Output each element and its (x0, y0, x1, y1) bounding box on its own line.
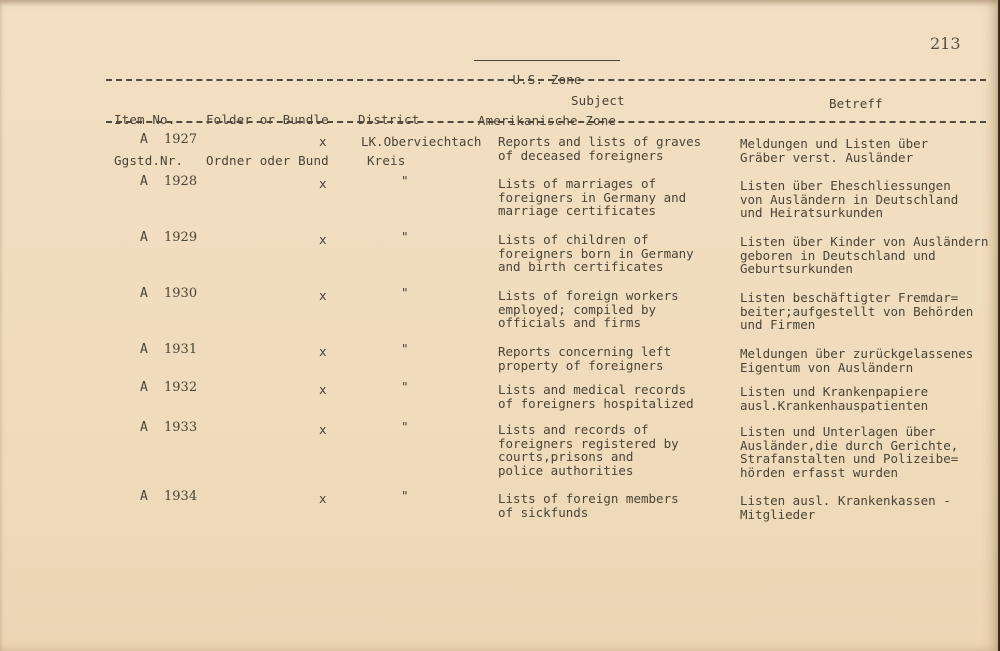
subject-line: of sickfunds (498, 504, 589, 520)
subject-line: police authorities (498, 462, 634, 478)
ditto-mark: " (401, 379, 409, 394)
page-number: 213 (930, 34, 961, 53)
header-district-de: Kreis (367, 152, 406, 168)
item-prefix: A (140, 286, 148, 301)
betreff-line: Meldungen über zurückgelassenes (740, 346, 974, 361)
folder-mark: x (319, 134, 327, 149)
folder-mark: x (319, 491, 327, 506)
subject-line: Lists of marriages of (498, 176, 657, 191)
item-number: 1934 (164, 489, 198, 504)
header-item-de: Ggstd.Nr. (114, 152, 184, 168)
subject-line: marriage certificates (498, 203, 657, 219)
subject-line: employed; compiled by (498, 301, 657, 317)
ditto-mark: " (401, 229, 409, 244)
betreff-line: Eigentum von Ausländern (740, 359, 914, 375)
folder-mark: x (319, 422, 327, 437)
subject-line: property of foreigners (498, 357, 664, 373)
subject-line: of deceased foreigners (498, 147, 664, 163)
subject-line: Lists of foreign members (498, 491, 679, 506)
betreff-line: beiter;aufgestellt von Behörden (740, 303, 974, 319)
ditto-mark: " (401, 419, 409, 434)
subject-line: foreigners in Germany and (498, 189, 687, 205)
item-prefix: A (140, 420, 148, 435)
item-number: 1927 (164, 132, 198, 147)
folder-mark: x (319, 232, 327, 247)
header-folder-de: Ordner oder Bund (206, 152, 329, 168)
betreff-line: Ausländer,die durch Gerichte, (740, 437, 959, 453)
betreff-line: Mitglieder (740, 506, 816, 522)
ditto-mark: " (401, 341, 409, 356)
betreff-line: und Firmen (740, 317, 816, 333)
zone-title-en: U.S. Zone (512, 72, 582, 88)
betreff-line: von Ausländern in Deutschland (740, 191, 959, 207)
betreff-line: Meldungen und Listen über (740, 136, 929, 151)
subject-line: officials and firms (498, 315, 641, 331)
zone-title-de: Amerikanische Zone (477, 112, 617, 128)
zone-underline (474, 60, 620, 61)
subject-line: foreigners registered by (498, 435, 679, 451)
item-prefix: A (140, 489, 148, 504)
betreff-line: Strafanstalten und Polizeibe= (740, 451, 959, 467)
header-subject: Subject (571, 93, 625, 108)
subject-line: Reports concerning left (498, 344, 672, 359)
item-prefix: A (140, 132, 148, 147)
betreff-line: Listen über Kinder von Ausländern (740, 234, 989, 249)
betreff-line: Listen und Unterlagen über (740, 424, 936, 439)
ditto-mark: " (401, 173, 409, 188)
header-folder-en: Folder or Bundle (206, 112, 329, 128)
betreff-line: Listen beschäftigter Fremdar= (740, 290, 959, 305)
item-number: 1932 (164, 380, 198, 395)
subject-line: Lists and records of (498, 422, 649, 437)
subject-line: courts,prisons and (498, 449, 634, 465)
item-prefix: A (140, 380, 148, 395)
betreff-line: ausl.Krankenhauspatienten (740, 397, 929, 413)
item-number: 1933 (164, 420, 198, 435)
subject-line: Lists of foreign workers (498, 288, 679, 303)
header-betreff: Betreff (829, 96, 883, 111)
betreff-line: Listen ausl. Krankenkassen - (740, 493, 951, 508)
subject-line: and birth certificates (498, 259, 664, 275)
item-number: 1931 (164, 342, 198, 357)
item-number: 1929 (164, 230, 198, 245)
item-prefix: A (140, 174, 148, 189)
betreff-line: geboren in Deutschland und (740, 247, 936, 263)
betreff-line: Geburtsurkunden (740, 261, 853, 277)
subject-line: foreigners born in Germany (498, 245, 694, 261)
folder-mark: x (319, 288, 327, 303)
betreff-line: und Heiratsurkunden (740, 205, 883, 221)
folder-mark: x (319, 382, 327, 397)
header-bottom-rule (106, 121, 986, 123)
betreff-line: Gräber verst. Ausländer (740, 149, 914, 165)
item-number: 1930 (164, 286, 198, 301)
ditto-mark: " (401, 488, 409, 503)
item-prefix: A (140, 342, 148, 357)
item-prefix: A (140, 230, 148, 245)
subject-line: Lists and medical records (498, 382, 687, 397)
folder-mark: x (319, 176, 327, 191)
betreff-line: Listen und Krankenpapiere (740, 384, 929, 399)
header-item-en: Item No. (114, 112, 176, 128)
header-top-rule (106, 79, 986, 81)
header-folder (206, 86, 329, 195)
betreff-line: hörden erfasst wurden (740, 464, 899, 480)
betreff-line: Listen über Eheschliessungen (740, 178, 951, 193)
ditto-mark: " (401, 285, 409, 300)
header-district-en: District (358, 112, 420, 128)
item-number: 1928 (164, 174, 198, 189)
subject-line: of foreigners hospitalized (498, 395, 694, 411)
district-name: LK.Oberviechtach (361, 134, 482, 149)
folder-mark: x (319, 344, 327, 359)
subject-line: Lists of children of (498, 232, 649, 247)
subject-line: Reports and lists of graves (498, 134, 702, 149)
